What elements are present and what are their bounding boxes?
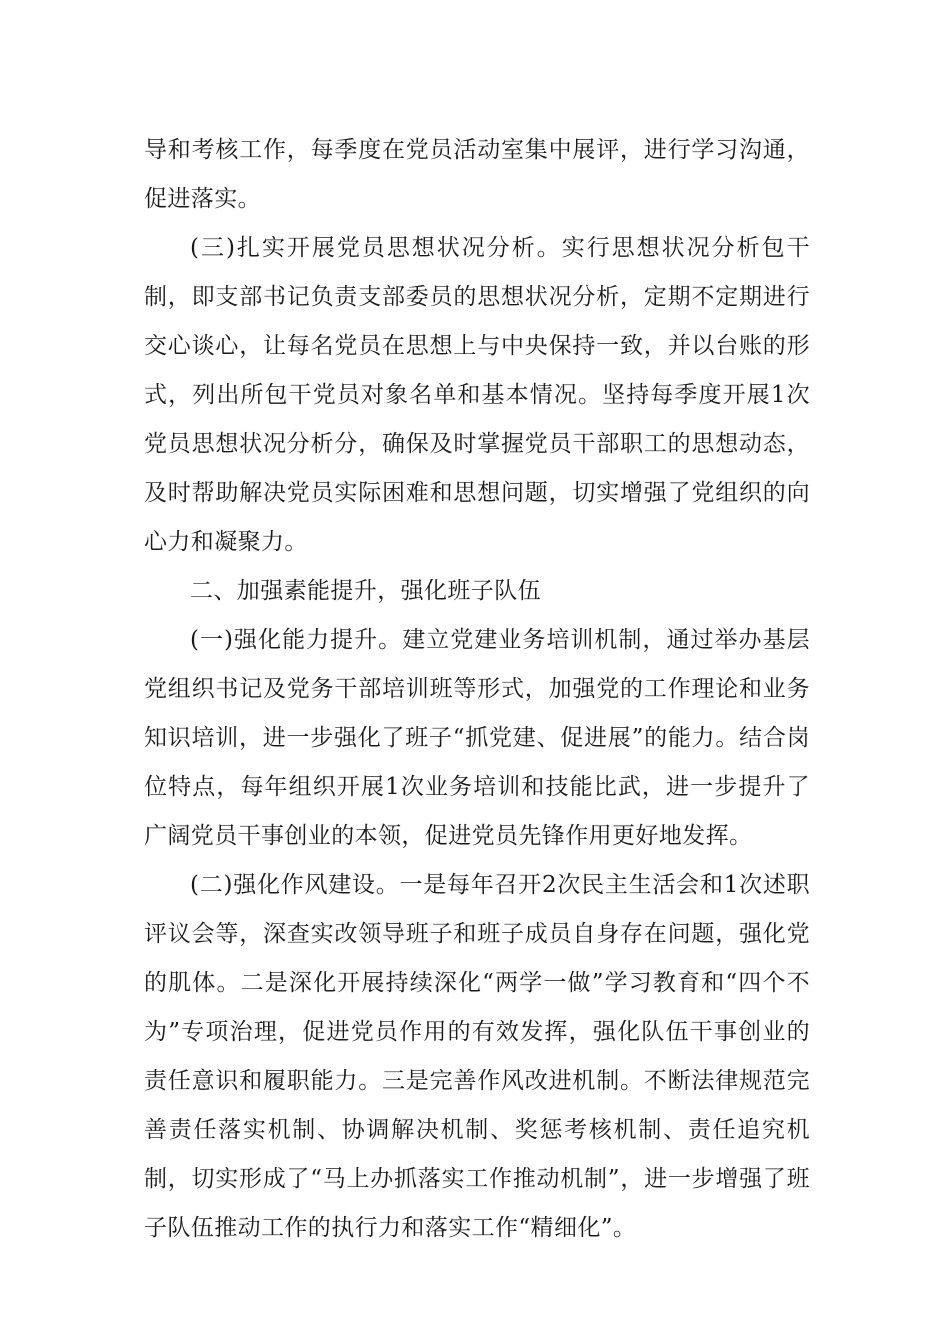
paragraph-subsection-2: (二)强化作风建设。一是每年召开2次民主生活会和1次述职评议会等，深查实改领导班子和班子成员自身存在问题，强化党的肌体。二是深化开展持续深化“两学一做”学习教育和“四个不为”专项治理，促进党员作用的有效发挥，强化队伍干事创业的责任意识和履职能力。三是完善作风改进机制。不断法律规范完善责任落实机制、协调解决机制、奖惩考核机制、责任追究机制，切实形成了“马上办抓落实工作推动机制”，进一步增强了班子队伍推动工作的执行力和落实工作“精细化”。 xyxy=(144,872,810,1241)
paragraph-continuation: 导和考核工作，每季度在党员活动室集中展评，进行学习沟通，促进落实。 xyxy=(144,137,810,212)
paragraph-section-3: (三)扎实开展党员思想状况分析。实行思想状况分析包干制，即支部书记负责支部委员的思想状况分析，定期不定期进行交心谈心，让每名党员在思想上与中央保持一致，并以台账的形式，列出所包干党员对象名单和基本情况。坚持每季度开展1次党员思想状况分析分，确保及时掌握党员干部职工的思想动态，及时帮助解决党员实际困难和思想问题，切实增强了党组织的向心力和凝聚力。 xyxy=(144,235,810,555)
document-body xyxy=(144,126,810,1253)
paragraph-subsection-1: (一)强化能力提升。建立党建业务培训机制，通过举办基层党组织书记及党务干部培训班等形式，加强党的工作理论和业务知识培训，进一步强化了班子“抓党建、促进展”的能力。结合岗位特点，每年组织开展1次业务培训和技能比武，进一步提升了广阔党员干事创业的本领，促进党员先锋作用更好地发挥。 xyxy=(144,627,810,849)
section-heading-2: 二、加强素能提升，强化班子队伍 xyxy=(190,578,541,604)
